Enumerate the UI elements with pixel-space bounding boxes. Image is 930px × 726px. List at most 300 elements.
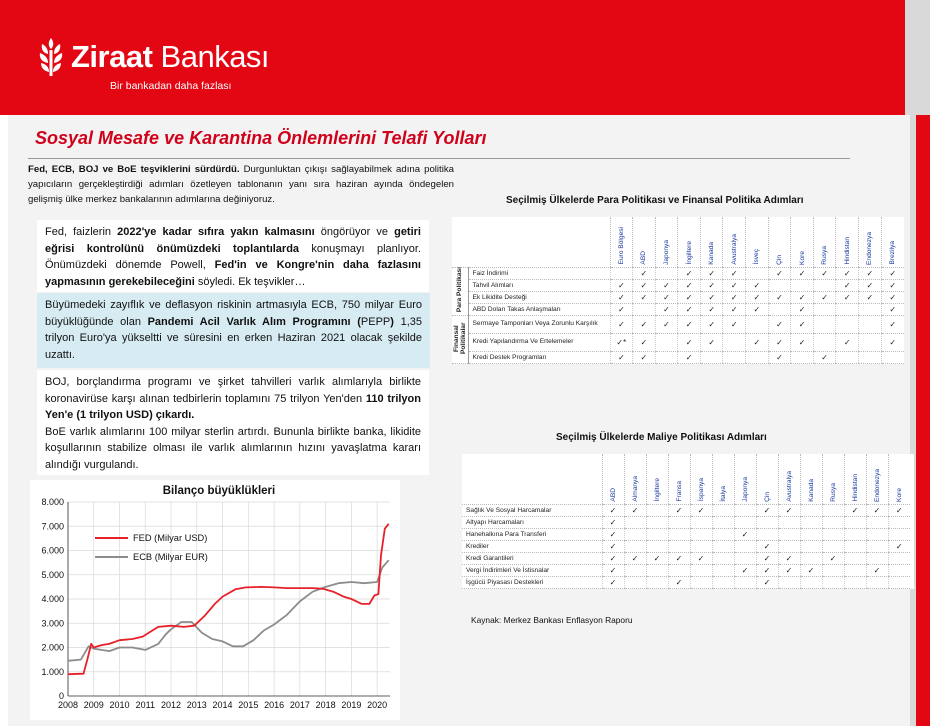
check-mark-cell: ✓ <box>723 315 746 333</box>
column-header <box>768 217 791 267</box>
empty-cell <box>844 564 866 576</box>
row-label: Ek Likidite Desteği <box>468 291 610 303</box>
check-mark-cell: ✓ <box>768 351 791 363</box>
check-mark-cell: ✓ <box>734 564 756 576</box>
column-header-label: Kore <box>895 487 903 502</box>
column-header <box>866 454 888 504</box>
table-row <box>462 504 910 516</box>
empty-cell <box>624 540 646 552</box>
group-label-cell <box>452 315 468 363</box>
table1-title: Seçilmiş Ülkelerde Para Politikası ve Finansal Politika Adımları <box>506 195 804 206</box>
check-mark-cell: ✓ <box>610 315 633 333</box>
empty-cell <box>624 576 646 588</box>
table-row <box>452 315 904 333</box>
check-mark-cell: ✓ <box>624 504 646 516</box>
row-label: ABD Doları Takas Anlaşmaları <box>468 303 610 315</box>
table-row <box>452 279 904 291</box>
check-mark-cell: ✓ <box>836 267 859 279</box>
column-header-label: İspanya <box>697 478 705 502</box>
check-mark-cell: ✓ <box>678 333 701 351</box>
legend-label-fed: FED (Milyar USD) <box>133 533 208 543</box>
column-header-label: İtalya <box>719 485 727 502</box>
column-header <box>746 217 769 267</box>
empty-cell <box>836 303 859 315</box>
check-mark-cell: ✓ <box>633 291 656 303</box>
check-mark-cell: ✓ <box>633 279 656 291</box>
y-tick-label: 4.000 <box>41 594 64 604</box>
fed-box: Fed, faizlerin 2022'ye kadar sıfıra yakın kalmasını öngörüyor ve getiri eğrisi kontrolünü önümüzdeki toplantılarda konuşmayı planlıyor. Önümüzdeki dönemde Powell, Fed'in ve Kongre'nin daha fazlasını yapmasının gerekebileceğini söyledi. Ek teşvikler… <box>37 220 429 292</box>
empty-cell <box>800 528 822 540</box>
check-mark-cell: ✓ <box>678 267 701 279</box>
x-tick-label: 2015 <box>238 700 259 710</box>
empty-cell <box>700 351 723 363</box>
column-header-label: ABD <box>609 487 617 502</box>
row-label: Sağlık Ve Sosyal Harcamalar <box>462 504 602 516</box>
empty-cell <box>712 552 734 564</box>
row-label: İşgücü Piyasası Destekleri <box>462 576 602 588</box>
y-tick-label: 8.000 <box>41 497 64 507</box>
check-mark-cell: ✓ <box>610 291 633 303</box>
check-mark-cell: ✓ <box>602 576 624 588</box>
y-tick-label: 1.000 <box>41 666 64 677</box>
check-mark-cell: ✓ <box>800 564 822 576</box>
column-header-label: İsveç <box>753 249 761 265</box>
column-header-label: Japonya <box>741 476 749 502</box>
empty-cell <box>859 351 882 363</box>
check-mark-cell: ✓ <box>678 303 701 315</box>
check-mark-cell: ✓ <box>633 315 656 333</box>
check-mark-cell: ✓ <box>602 540 624 552</box>
right-red-stripe <box>916 115 930 726</box>
empty-cell <box>746 315 769 333</box>
table-row <box>452 333 904 351</box>
empty-cell <box>746 351 769 363</box>
title-divider <box>28 158 850 159</box>
group-label: Finansal Politikalar <box>452 322 467 354</box>
check-mark-cell: ✓ <box>624 552 646 564</box>
empty-cell <box>866 552 888 564</box>
column-header-label: İngiltere <box>685 241 693 265</box>
empty-cell <box>778 528 800 540</box>
empty-cell <box>888 516 910 528</box>
table-row <box>452 303 904 315</box>
check-mark-cell: ✓ <box>836 291 859 303</box>
column-header <box>881 217 904 267</box>
check-mark-cell: ✓ <box>700 291 723 303</box>
empty-cell <box>859 315 882 333</box>
column-header <box>678 217 701 267</box>
table-row <box>452 267 904 279</box>
empty-cell <box>844 552 866 564</box>
empty-cell <box>668 528 690 540</box>
column-header-label: Çin <box>763 491 771 502</box>
check-mark-cell: ✓ <box>836 333 859 351</box>
column-header-label: Almanya <box>631 475 639 502</box>
check-mark-cell: ✓ <box>791 303 814 315</box>
column-header <box>844 454 866 504</box>
check-mark-cell: ✓ <box>768 291 791 303</box>
empty-cell <box>646 528 668 540</box>
ecb-box: Büyümedeki zayıflık ve deflasyon riskinin artmasıyla ECB, 750 milyar Euro büyüklüğünde olan Pandemi Acil Varlık Alım Programını (PEPP) 1,35 trilyon Euro'ya yükseltti ve süresini en erken Haziran 2021 olacak şekilde uzattı. <box>37 293 430 368</box>
x-tick-label: 2012 <box>161 700 182 710</box>
column-header <box>610 217 633 267</box>
check-mark-cell: ✓ <box>610 351 633 363</box>
check-mark-cell: ✓ <box>723 279 746 291</box>
column-header-label: Kanada <box>807 478 815 502</box>
table-row <box>452 291 904 303</box>
balance-sheet-chart <box>30 480 400 720</box>
check-mark-cell: ✓ <box>756 564 778 576</box>
check-mark-cell: ✓ <box>768 333 791 351</box>
empty-cell <box>791 279 814 291</box>
check-mark-cell: ✓ <box>778 504 800 516</box>
column-header-label: Endonezya <box>873 468 881 502</box>
check-mark-cell: ✓ <box>723 291 746 303</box>
empty-cell <box>844 516 866 528</box>
row-label: Kredi Yapılandırma Ve Ertelemeler <box>468 333 610 351</box>
check-mark-cell: ✓ <box>888 504 910 516</box>
check-mark-cell: ✓ <box>690 504 712 516</box>
column-header-label: Avustralya <box>730 233 738 265</box>
x-tick-label: 2010 <box>109 700 130 710</box>
check-mark-cell: ✓ <box>700 315 723 333</box>
empty-cell <box>888 576 910 588</box>
column-header <box>624 454 646 504</box>
table-row <box>462 528 910 540</box>
empty-cell <box>734 552 756 564</box>
column-header <box>602 454 624 504</box>
check-mark-cell: ✓ <box>778 564 800 576</box>
empty-cell <box>690 564 712 576</box>
empty-cell <box>712 540 734 552</box>
column-header <box>836 217 859 267</box>
empty-cell <box>859 333 882 351</box>
check-mark-cell: ✓ <box>602 528 624 540</box>
intro-paragraph: Fed, ECB, BOJ ve BoE teşviklerini sürdürdü. Durgunluktan çıkışı sağlayabilmek adına politika yapıcıların gerçekleştirdiği adımları özetleyen tablonanın yanı sıra haziran ayında öndegelen gelişmiş ülke merkez bankalarının adımlarına değiniyoruz. <box>28 164 454 205</box>
check-mark-cell: ✓ <box>791 315 814 333</box>
column-header <box>859 217 882 267</box>
empty-cell <box>655 333 678 351</box>
check-mark-cell: ✓ <box>888 540 910 552</box>
check-mark-cell: ✓ <box>723 267 746 279</box>
empty-cell <box>646 564 668 576</box>
empty-cell <box>813 315 836 333</box>
check-mark-cell: ✓ <box>610 303 633 315</box>
empty-cell <box>690 540 712 552</box>
column-header <box>712 454 734 504</box>
check-mark-cell: ✓ <box>668 576 690 588</box>
y-tick-label: 3.000 <box>41 618 64 629</box>
column-header-label: Hindistan <box>843 237 851 265</box>
column-header-label: Japonya <box>662 239 670 265</box>
check-mark-cell: ✓ <box>836 279 859 291</box>
row-label: Tahvil Alımları <box>468 279 610 291</box>
check-mark-cell: ✓ <box>700 279 723 291</box>
check-mark-cell: ✓ <box>655 279 678 291</box>
column-header-label: Avustralya <box>785 470 793 502</box>
empty-cell <box>624 516 646 528</box>
group-header-spacer <box>452 217 468 267</box>
x-tick-label: 2016 <box>264 700 285 710</box>
empty-cell <box>844 528 866 540</box>
column-header-label: İngiltere <box>653 478 661 502</box>
row-label: Altyapı Harcamaları <box>462 516 602 528</box>
row-label: Kredi Destek Programları <box>468 351 610 363</box>
empty-cell <box>768 279 791 291</box>
column-header-label: ABD <box>640 250 648 265</box>
check-mark-cell: ✓ <box>678 279 701 291</box>
empty-cell <box>610 267 633 279</box>
header-gray-corner <box>905 0 930 115</box>
empty-cell <box>778 516 800 528</box>
check-mark-cell: ✓ <box>859 267 882 279</box>
check-mark-cell: ✓ <box>633 333 656 351</box>
check-mark-cell: ✓ <box>881 267 904 279</box>
check-mark-cell: ✓ <box>610 279 633 291</box>
empty-cell <box>690 516 712 528</box>
check-mark-cell: ✓ <box>881 315 904 333</box>
check-mark-cell: ✓ <box>822 552 844 564</box>
empty-cell <box>734 516 756 528</box>
table-row <box>462 516 910 528</box>
check-mark-cell: ✓ <box>756 540 778 552</box>
empty-cell <box>712 528 734 540</box>
empty-cell <box>646 576 668 588</box>
empty-cell <box>633 303 656 315</box>
empty-cell <box>881 351 904 363</box>
balance-sheet-chart-svg <box>30 480 400 720</box>
brand-slogan: Bir bankadan daha fazlası <box>110 80 232 92</box>
check-mark-cell: ✓ <box>881 279 904 291</box>
source-note: Kaynak: Merkez Bankası Enflasyon Raporu <box>471 615 633 625</box>
check-mark-cell: ✓ <box>746 303 769 315</box>
empty-cell <box>836 315 859 333</box>
empty-cell <box>712 504 734 516</box>
check-mark-cell: ✓ <box>746 333 769 351</box>
empty-cell <box>813 279 836 291</box>
check-mark-cell: ✓ <box>678 315 701 333</box>
empty-cell <box>813 303 836 315</box>
fiscal-policy-table <box>462 454 914 589</box>
empty-cell <box>646 504 668 516</box>
empty-cell <box>813 333 836 351</box>
empty-cell <box>844 540 866 552</box>
y-tick-label: 5.000 <box>41 569 64 580</box>
check-mark-cell: ✓ <box>700 333 723 351</box>
empty-cell <box>655 351 678 363</box>
empty-cell <box>822 504 844 516</box>
x-tick-label: 2013 <box>186 700 207 710</box>
empty-cell <box>822 576 844 588</box>
check-mark-cell: ✓ <box>866 504 888 516</box>
column-header <box>668 454 690 504</box>
check-mark-cell: ✓ <box>881 291 904 303</box>
empty-cell <box>866 516 888 528</box>
check-mark-cell: ✓ <box>633 267 656 279</box>
check-mark-cell: ✓ <box>746 279 769 291</box>
column-header-label: Fransa <box>675 480 683 502</box>
column-header <box>690 454 712 504</box>
check-mark-cell: ✓ <box>602 552 624 564</box>
table-row <box>452 351 904 363</box>
check-mark-cell: ✓ <box>756 504 778 516</box>
column-header <box>800 454 822 504</box>
column-header-label: Endonezya <box>866 231 874 265</box>
column-header-label: Hindistan <box>851 474 859 502</box>
brand-name: Ziraat Bankası <box>71 39 270 74</box>
check-mark-cell: ✓ <box>791 333 814 351</box>
empty-cell <box>800 576 822 588</box>
empty-cell <box>778 576 800 588</box>
empty-cell <box>624 564 646 576</box>
row-label-header <box>462 454 602 504</box>
check-mark-cell: ✓ <box>813 267 836 279</box>
check-mark-cell: ✓ <box>756 576 778 588</box>
empty-cell <box>756 528 778 540</box>
table-row <box>462 576 910 588</box>
row-label-header <box>468 217 610 267</box>
chart-background <box>30 480 400 720</box>
check-mark-cell: ✓ <box>723 303 746 315</box>
boj-boe-box: BOJ, borçlandırma programı ve şirket tahvilleri varlık alımlarıyla birlikte koronavirüse karşı alınan tedbirlerin toplamını 75 trilyon Yen'den 110 trilyon Yen'e (1 trilyon USD) çıkardı. BoE varlık alımlarını 100 milyar sterlin artırdı. Bununla birlikte banka, likidite koşullarının stabilize olması ile varlık alımlarının hızını yavaşlatma kararı alındığı vurgulandı. <box>37 370 429 475</box>
check-mark-cell: ✓ <box>678 291 701 303</box>
check-mark-cell: ✓ <box>746 291 769 303</box>
check-mark-cell: ✓ <box>859 291 882 303</box>
empty-cell <box>866 540 888 552</box>
check-mark-cell: ✓ <box>791 267 814 279</box>
empty-cell <box>859 303 882 315</box>
check-mark-cell: ✓ <box>778 552 800 564</box>
empty-cell <box>800 516 822 528</box>
check-mark-cell: ✓ <box>700 267 723 279</box>
empty-cell <box>822 540 844 552</box>
empty-cell <box>734 504 756 516</box>
empty-cell <box>888 552 910 564</box>
empty-cell <box>866 576 888 588</box>
empty-cell <box>888 528 910 540</box>
column-header <box>813 217 836 267</box>
check-mark-cell: ✓ <box>844 504 866 516</box>
chart-title: Bilanço büyüklükleri <box>162 485 276 497</box>
column-header <box>791 217 814 267</box>
empty-cell <box>723 351 746 363</box>
check-mark-cell: ✓* <box>610 333 633 351</box>
column-header-label: Kanada <box>708 241 716 265</box>
check-mark-cell: ✓ <box>756 552 778 564</box>
x-tick-label: 2008 <box>57 700 79 710</box>
empty-cell <box>768 303 791 315</box>
empty-cell <box>690 528 712 540</box>
empty-cell <box>822 528 844 540</box>
column-header-label: Brezilya <box>889 241 897 265</box>
empty-cell <box>712 564 734 576</box>
table2-title: Seçilmiş Ülkelerde Maliye Politikası Adımları <box>556 432 767 443</box>
policy-grid <box>462 454 910 589</box>
check-mark-cell: ✓ <box>655 291 678 303</box>
empty-cell <box>800 540 822 552</box>
empty-cell <box>646 516 668 528</box>
page-title: Sosyal Mesafe ve Karantina Önlemlerini Telafi Yolları <box>35 128 487 148</box>
row-label: Sermaye Tamponları Veya Zorunlu Karşılık <box>468 315 610 333</box>
empty-cell <box>690 576 712 588</box>
y-tick-label: 0 <box>58 691 64 701</box>
y-tick-label: 6.000 <box>41 545 64 556</box>
empty-cell <box>734 540 756 552</box>
empty-cell <box>800 552 822 564</box>
check-mark-cell: ✓ <box>690 552 712 564</box>
x-tick-label: 2017 <box>289 700 310 710</box>
empty-cell <box>778 540 800 552</box>
column-header <box>633 217 656 267</box>
column-header <box>756 454 778 504</box>
empty-cell <box>836 351 859 363</box>
check-mark-cell: ✓ <box>734 528 756 540</box>
check-mark-cell: ✓ <box>668 504 690 516</box>
check-mark-cell: ✓ <box>602 564 624 576</box>
monetary-policy-table <box>452 217 904 364</box>
row-label: Krediler <box>462 540 602 552</box>
column-header <box>734 454 756 504</box>
x-tick-label: 2019 <box>341 700 362 710</box>
row-label: Hanehalkına Para Transferi <box>462 528 602 540</box>
y-tick-label: 2.000 <box>41 642 64 653</box>
check-mark-cell: ✓ <box>813 351 836 363</box>
check-mark-cell: ✓ <box>881 303 904 315</box>
table-row <box>462 540 910 552</box>
wheat-logo-icon <box>36 36 66 78</box>
check-mark-cell: ✓ <box>678 351 701 363</box>
check-mark-cell: ✓ <box>881 333 904 351</box>
empty-cell <box>668 516 690 528</box>
row-label: Kredi Garantileri <box>462 552 602 564</box>
empty-cell <box>844 576 866 588</box>
check-mark-cell: ✓ <box>859 279 882 291</box>
check-mark-cell: ✓ <box>655 303 678 315</box>
check-mark-cell: ✓ <box>768 315 791 333</box>
column-header-label: Euro Bölgesi <box>617 227 625 265</box>
column-header <box>655 217 678 267</box>
check-mark-cell: ✓ <box>700 303 723 315</box>
header-band <box>0 0 930 115</box>
legend-label-ecb: ECB (Milyar EUR) <box>133 552 208 562</box>
x-tick-label: 2011 <box>135 700 155 710</box>
check-mark-cell: ✓ <box>791 291 814 303</box>
column-header-label: Çin <box>775 254 783 265</box>
column-header <box>778 454 800 504</box>
empty-cell <box>746 267 769 279</box>
empty-cell <box>668 564 690 576</box>
group-label: Para Politikası <box>456 267 464 313</box>
empty-cell <box>624 528 646 540</box>
check-mark-cell: ✓ <box>813 291 836 303</box>
check-mark-cell: ✓ <box>768 267 791 279</box>
row-label: Vergi İndirimleri Ve İstisnalar <box>462 564 602 576</box>
empty-cell <box>756 516 778 528</box>
table-row <box>462 564 910 576</box>
empty-cell <box>723 333 746 351</box>
empty-cell <box>791 351 814 363</box>
empty-cell <box>734 576 756 588</box>
brand-logo <box>36 36 269 78</box>
empty-cell <box>646 540 668 552</box>
check-mark-cell: ✓ <box>602 504 624 516</box>
empty-cell <box>712 516 734 528</box>
group-label-cell <box>452 267 468 315</box>
column-header-label: Rusya <box>829 482 837 502</box>
table-row <box>462 552 910 564</box>
column-header-label: Kore <box>798 250 806 265</box>
empty-cell <box>888 564 910 576</box>
